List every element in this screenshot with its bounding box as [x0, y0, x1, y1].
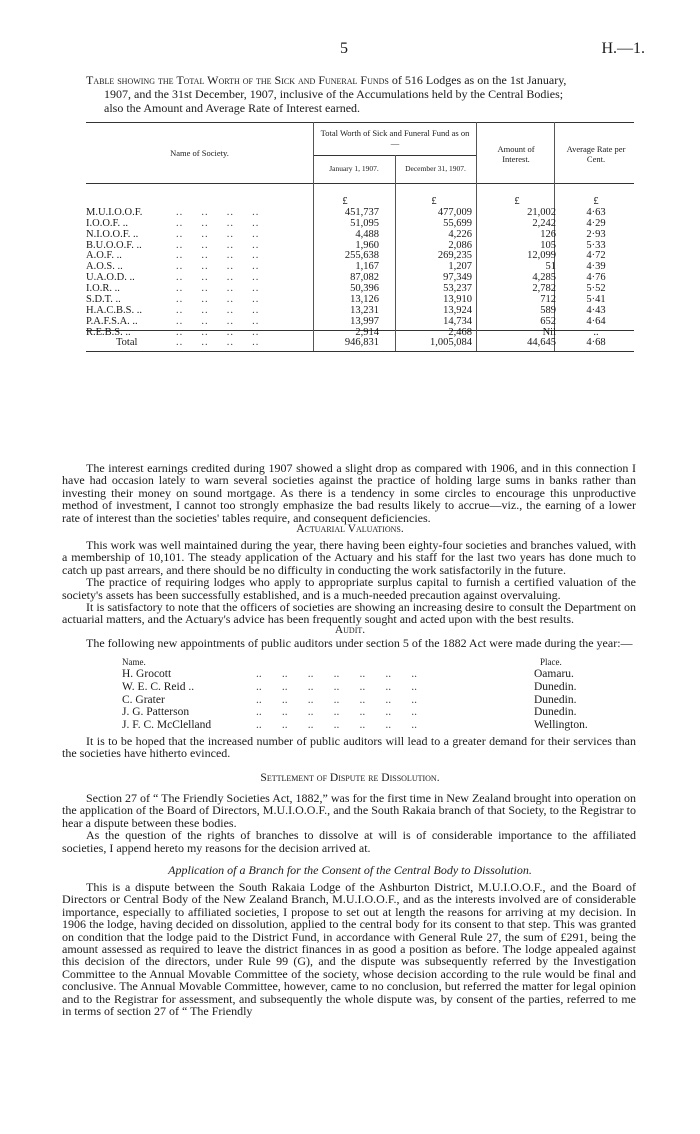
paragraph: The practice of requiring lodges who apply to appropriate surplus capital to furnish a certified valuation of the society's assets has been successfully established, and is a much-needed precaution against overvaluing.	[62, 575, 636, 602]
worth-dec: 1,207	[448, 261, 472, 273]
auditor-appointments	[86, 657, 586, 732]
society-name: A.O.S. ..	[86, 261, 123, 273]
society-name: M.U.I.O.O.F.	[86, 206, 143, 218]
society-rows	[86, 208, 634, 339]
application-paragraph	[62, 881, 636, 1017]
col-header-group: Total Worth of Sick and Funeral Fund as on—	[320, 128, 470, 148]
interest-rate: 4·76	[586, 272, 606, 284]
worth-dec: 4,226	[448, 228, 472, 240]
interest-rate: 2·93	[586, 228, 606, 240]
leader-dots: .. .. .. ..	[176, 272, 260, 284]
paragraph: It is satisfactory to note that the officers of societies are showing an increasing desire to consult the Department on actuarial matters, and the Actuary's advice has been frequently sought and acted upon with the best results.	[62, 600, 636, 627]
interest-rate: 4·72	[586, 250, 606, 262]
society-name: I.O.O.F. ..	[86, 217, 129, 229]
worth-dec: 269,235	[437, 250, 472, 262]
audit-paragraph	[62, 637, 636, 649]
list-item	[86, 706, 586, 719]
society-name: N.I.O.O.F. ..	[86, 228, 139, 240]
total-jan: 946,831	[344, 337, 379, 348]
col-header-jan: January 1, 1907.	[329, 164, 379, 173]
caption-prefix: Table showing the Total Worth of the	[86, 73, 275, 87]
paragraph: As the question of the rights of branches to dissolve at will is of considerable importance to the affiliated societies, I append hereto my reasons for the decision arrived at.	[62, 828, 636, 855]
interest-amount: 4,285	[532, 272, 556, 284]
interest-amount: 712	[540, 294, 556, 306]
interest-amount: 2,242	[532, 217, 556, 229]
table-header-rule	[86, 183, 634, 184]
worth-dec: 2,468	[448, 326, 472, 338]
auditor-place: Oamaru.	[534, 668, 574, 680]
page-header	[0, 40, 700, 62]
interest-rate: 4·43	[586, 304, 606, 316]
worth-jan: 50,396	[350, 283, 379, 295]
worth-jan: 1,960	[355, 239, 379, 251]
appointment-rows	[86, 668, 586, 732]
worth-dec: 13,924	[443, 304, 472, 316]
caption-line-3: also the Amount and Average Rate of Interest earned.	[104, 101, 361, 116]
col-header-place: Place.	[540, 657, 562, 667]
society-name: P.A.F.S.A. ..	[86, 315, 138, 327]
society-name: A.O.F. ..	[86, 250, 122, 262]
table-bottom-rule	[86, 351, 634, 352]
leader-dots: .. .. .. ..	[176, 217, 260, 229]
leader-dots: .. .. .. .. .. .. ..	[256, 706, 417, 719]
auditor-place: Dunedin.	[534, 693, 577, 706]
total-row	[86, 337, 634, 351]
interest-amount: 589	[540, 304, 556, 316]
unit-pound: £	[514, 196, 520, 207]
col-header-rate: Average Rate per Cent.	[566, 144, 626, 164]
leader-dots: .. .. .. ..	[176, 304, 260, 316]
paragraph: The following new appointments of public auditors under section 5 of the 1882 Act were made during the year:—	[86, 636, 633, 650]
heading-application: Application of a Branch for the Consent of the Central Body to Dissolution.	[168, 863, 532, 877]
auditor-name: W. E. C. Reid ..	[122, 680, 195, 693]
auditor-name: H. Grocott	[122, 668, 172, 680]
caption-suffix: of 516 Lodges as on the 1st January,	[388, 73, 567, 87]
worth-dec: 14,734	[443, 315, 472, 327]
heading-actuarial: Actuarial Valuations.	[296, 523, 404, 535]
worth-dec: 477,009	[437, 206, 472, 218]
appointments-header	[86, 657, 586, 668]
list-item	[86, 719, 586, 732]
interest-rate: 4·29	[586, 217, 606, 229]
worth-jan: 51,095	[350, 217, 379, 229]
interest-amount: 126	[540, 228, 556, 240]
worth-dec: 13,910	[443, 294, 472, 306]
interest-rate: 4·64	[586, 315, 606, 327]
table-caption	[86, 73, 634, 116]
interest-rate: 4·63	[586, 206, 606, 218]
paragraph: This work was well maintained during the year, there having been eighty-four societies and branches valued, with a membership of 10,101. The steady application of the Actuary and his staff for the last two years has done much to catch up past arrears, and there should be no difficulty in conducting the work satisfactorily in the future.	[62, 538, 636, 577]
society-name: S.D.T. ..	[86, 294, 121, 306]
unit-pound: £	[431, 196, 437, 207]
worth-jan: 2,914	[355, 326, 379, 338]
paragraph: Section 27 of “ The Friendly Societies Act, 1882,” was for the first time in New Zealand brought into operation on the application of the Board of Directors, M.U.I.O.O.F., and the South Rakaia branch of that Society, to the Registrar to hear a dispute between these bodies.	[62, 791, 636, 830]
leader-dots: .. .. .. ..	[176, 294, 260, 306]
interest-amount: 105	[540, 239, 556, 251]
col-header-name: Name of Society.	[170, 148, 229, 158]
page-number: 5	[340, 40, 348, 57]
leader-dots: .. .. .. ..	[176, 337, 260, 348]
paragraph: It is to be hoped that the increased number of public auditors will lead to a greater demand for their services than the societies have hitherto evinced.	[62, 734, 636, 761]
worth-jan: 451,737	[344, 206, 379, 218]
interest-amount: 21,002	[527, 206, 556, 218]
table-row	[86, 230, 634, 241]
leader-dots: .. .. .. ..	[176, 283, 260, 295]
funds-table	[86, 122, 634, 453]
heading-audit: Audit.	[334, 624, 366, 636]
leader-dots: .. .. .. ..	[176, 206, 260, 218]
society-name: B.U.O.O.F. ..	[86, 239, 142, 251]
leader-dots: .. .. .. ..	[176, 326, 260, 338]
worth-jan: 87,082	[350, 272, 379, 284]
worth-jan: 13,126	[350, 294, 379, 306]
interest-amount: 12,099	[527, 250, 556, 262]
interest-paragraph	[62, 462, 636, 524]
total-interest: 44,645	[527, 337, 556, 348]
dispute-paragraphs	[62, 792, 636, 854]
worth-jan: 13,231	[350, 304, 379, 316]
unit-pound: £	[342, 196, 348, 207]
unit-pound: £	[593, 196, 599, 207]
list-item	[86, 668, 586, 681]
leader-dots: .. .. .. ..	[176, 315, 260, 327]
list-item	[86, 694, 586, 707]
document-reference: H.—1.	[601, 40, 645, 57]
society-name: H.A.C.B.S. ..	[86, 304, 143, 316]
worth-jan: 13,997	[350, 315, 379, 327]
paragraph: This is a dispute between the South Rakaia Lodge of the Ashburton District, M.U.I.O.O.F., and the Board of Directors or Central Body of the New Zealand Branch, M.U.I.O.O.F., and as the interests involved are of considerable importance, especially to affiliated societies, I propose to set out at length the reasons for arriving at my decision. In 1906 the lodge, having decided on dissolution, applied to the central body for its consent to that step. This was granted on condition that the lodge paid to the District Fund, in accordance with General Rule 27, the sum of £291, being the amount assessed as required to leave the district finances in as good a position as before. The lodge appealed against this decision of the directors, under Rule 99 (G), and the dispute was subsequently referred by the Investigation Committee to the Annual Movable Committee of the society, whose decision according to the rule would be final and conclusive. The Annual Movable Committee, however, came to no conclusion, but referred the matter for legal opinion and to the Registrar for assessment, and subsequently the whole dispute was, by consent of the parties, referred to me in terms of section 27 of “ The Friendly	[62, 880, 636, 1019]
worth-jan: 4,488	[355, 228, 379, 240]
leader-dots: .. .. .. .. .. .. ..	[256, 693, 417, 706]
worth-jan: 1,167	[355, 261, 379, 273]
interest-rate: 5·52	[586, 283, 606, 295]
list-item	[86, 681, 586, 694]
leader-dots: .. .. .. ..	[176, 228, 260, 240]
leader-dots: .. .. .. ..	[176, 261, 260, 273]
caption-funds: Sick and Funeral Funds	[274, 73, 389, 87]
interest-rate: 4·39	[586, 261, 606, 273]
total-rate: 4·68	[586, 337, 606, 348]
interest-amount: Nil	[542, 326, 556, 338]
leader-dots: .. .. .. .. .. .. ..	[256, 719, 417, 732]
col-header-interest: Amount of Interest.	[497, 144, 535, 164]
table-top-rule	[86, 122, 634, 123]
auditor-name: J. G. Patterson	[122, 706, 190, 719]
actuarial-paragraphs	[62, 539, 636, 626]
society-name: U.A.O.D. ..	[86, 272, 135, 284]
interest-amount: 2,782	[532, 283, 556, 295]
interest-amount: 51	[545, 261, 556, 273]
interest-amount: 652	[540, 315, 556, 327]
total-dec: 1,005,084	[430, 337, 472, 348]
worth-dec: 2,086	[448, 239, 472, 251]
col-header-dec: December 31, 1907.	[405, 164, 466, 173]
total-label: Total	[116, 337, 138, 348]
society-name: I.O.R. ..	[86, 283, 120, 295]
auditor-name: C. Grater	[122, 693, 165, 706]
interest-rate: 5·41	[586, 294, 606, 306]
table-body	[86, 197, 634, 339]
audit-paragraph-2	[62, 735, 636, 760]
worth-dec: 55,699	[443, 217, 472, 229]
col-header-name: Name.	[122, 657, 146, 667]
caption-line-1	[86, 73, 566, 87]
auditor-place: Dunedin.	[534, 706, 577, 719]
interest-rate: 5·33	[586, 239, 606, 251]
auditor-place: Dunedin.	[534, 680, 577, 693]
worth-dec: 53,237	[443, 283, 472, 295]
auditor-name: J. F. C. McClelland	[122, 719, 212, 732]
leader-dots: .. .. .. .. .. .. ..	[256, 668, 417, 680]
heading-dispute: Settlement of Dispute re Dissolution.	[260, 772, 440, 784]
interest-rate: ..	[593, 326, 599, 338]
paragraph: The interest earnings credited during 1907 showed a slight drop as compared with 1906, and in this connection I have had occasion lately to warn several societies against the practice of holding large sums in banks rather than investing their money on sound mortgage. As there is a tendency in some circles to encourage this unproductive method of investment, I cannot too strongly emphasize the bad results likely to accrue—viz., the earning of a lower rate of interest than the societies' tables require, and consequent deficiencies.	[62, 461, 636, 525]
leader-dots: .. .. .. ..	[176, 250, 260, 262]
caption-line-2: 1907, and the 31st December, 1907, inclusive of the Accumulations held by the Central Bodies;	[104, 87, 564, 102]
auditor-place: Wellington.	[534, 719, 588, 732]
leader-dots: .. .. .. ..	[176, 239, 260, 251]
worth-dec: 97,349	[443, 272, 472, 284]
leader-dots: .. .. .. .. .. .. ..	[256, 680, 417, 693]
worth-jan: 255,638	[344, 250, 379, 262]
society-name: R.E.B.S. ..	[86, 326, 131, 338]
